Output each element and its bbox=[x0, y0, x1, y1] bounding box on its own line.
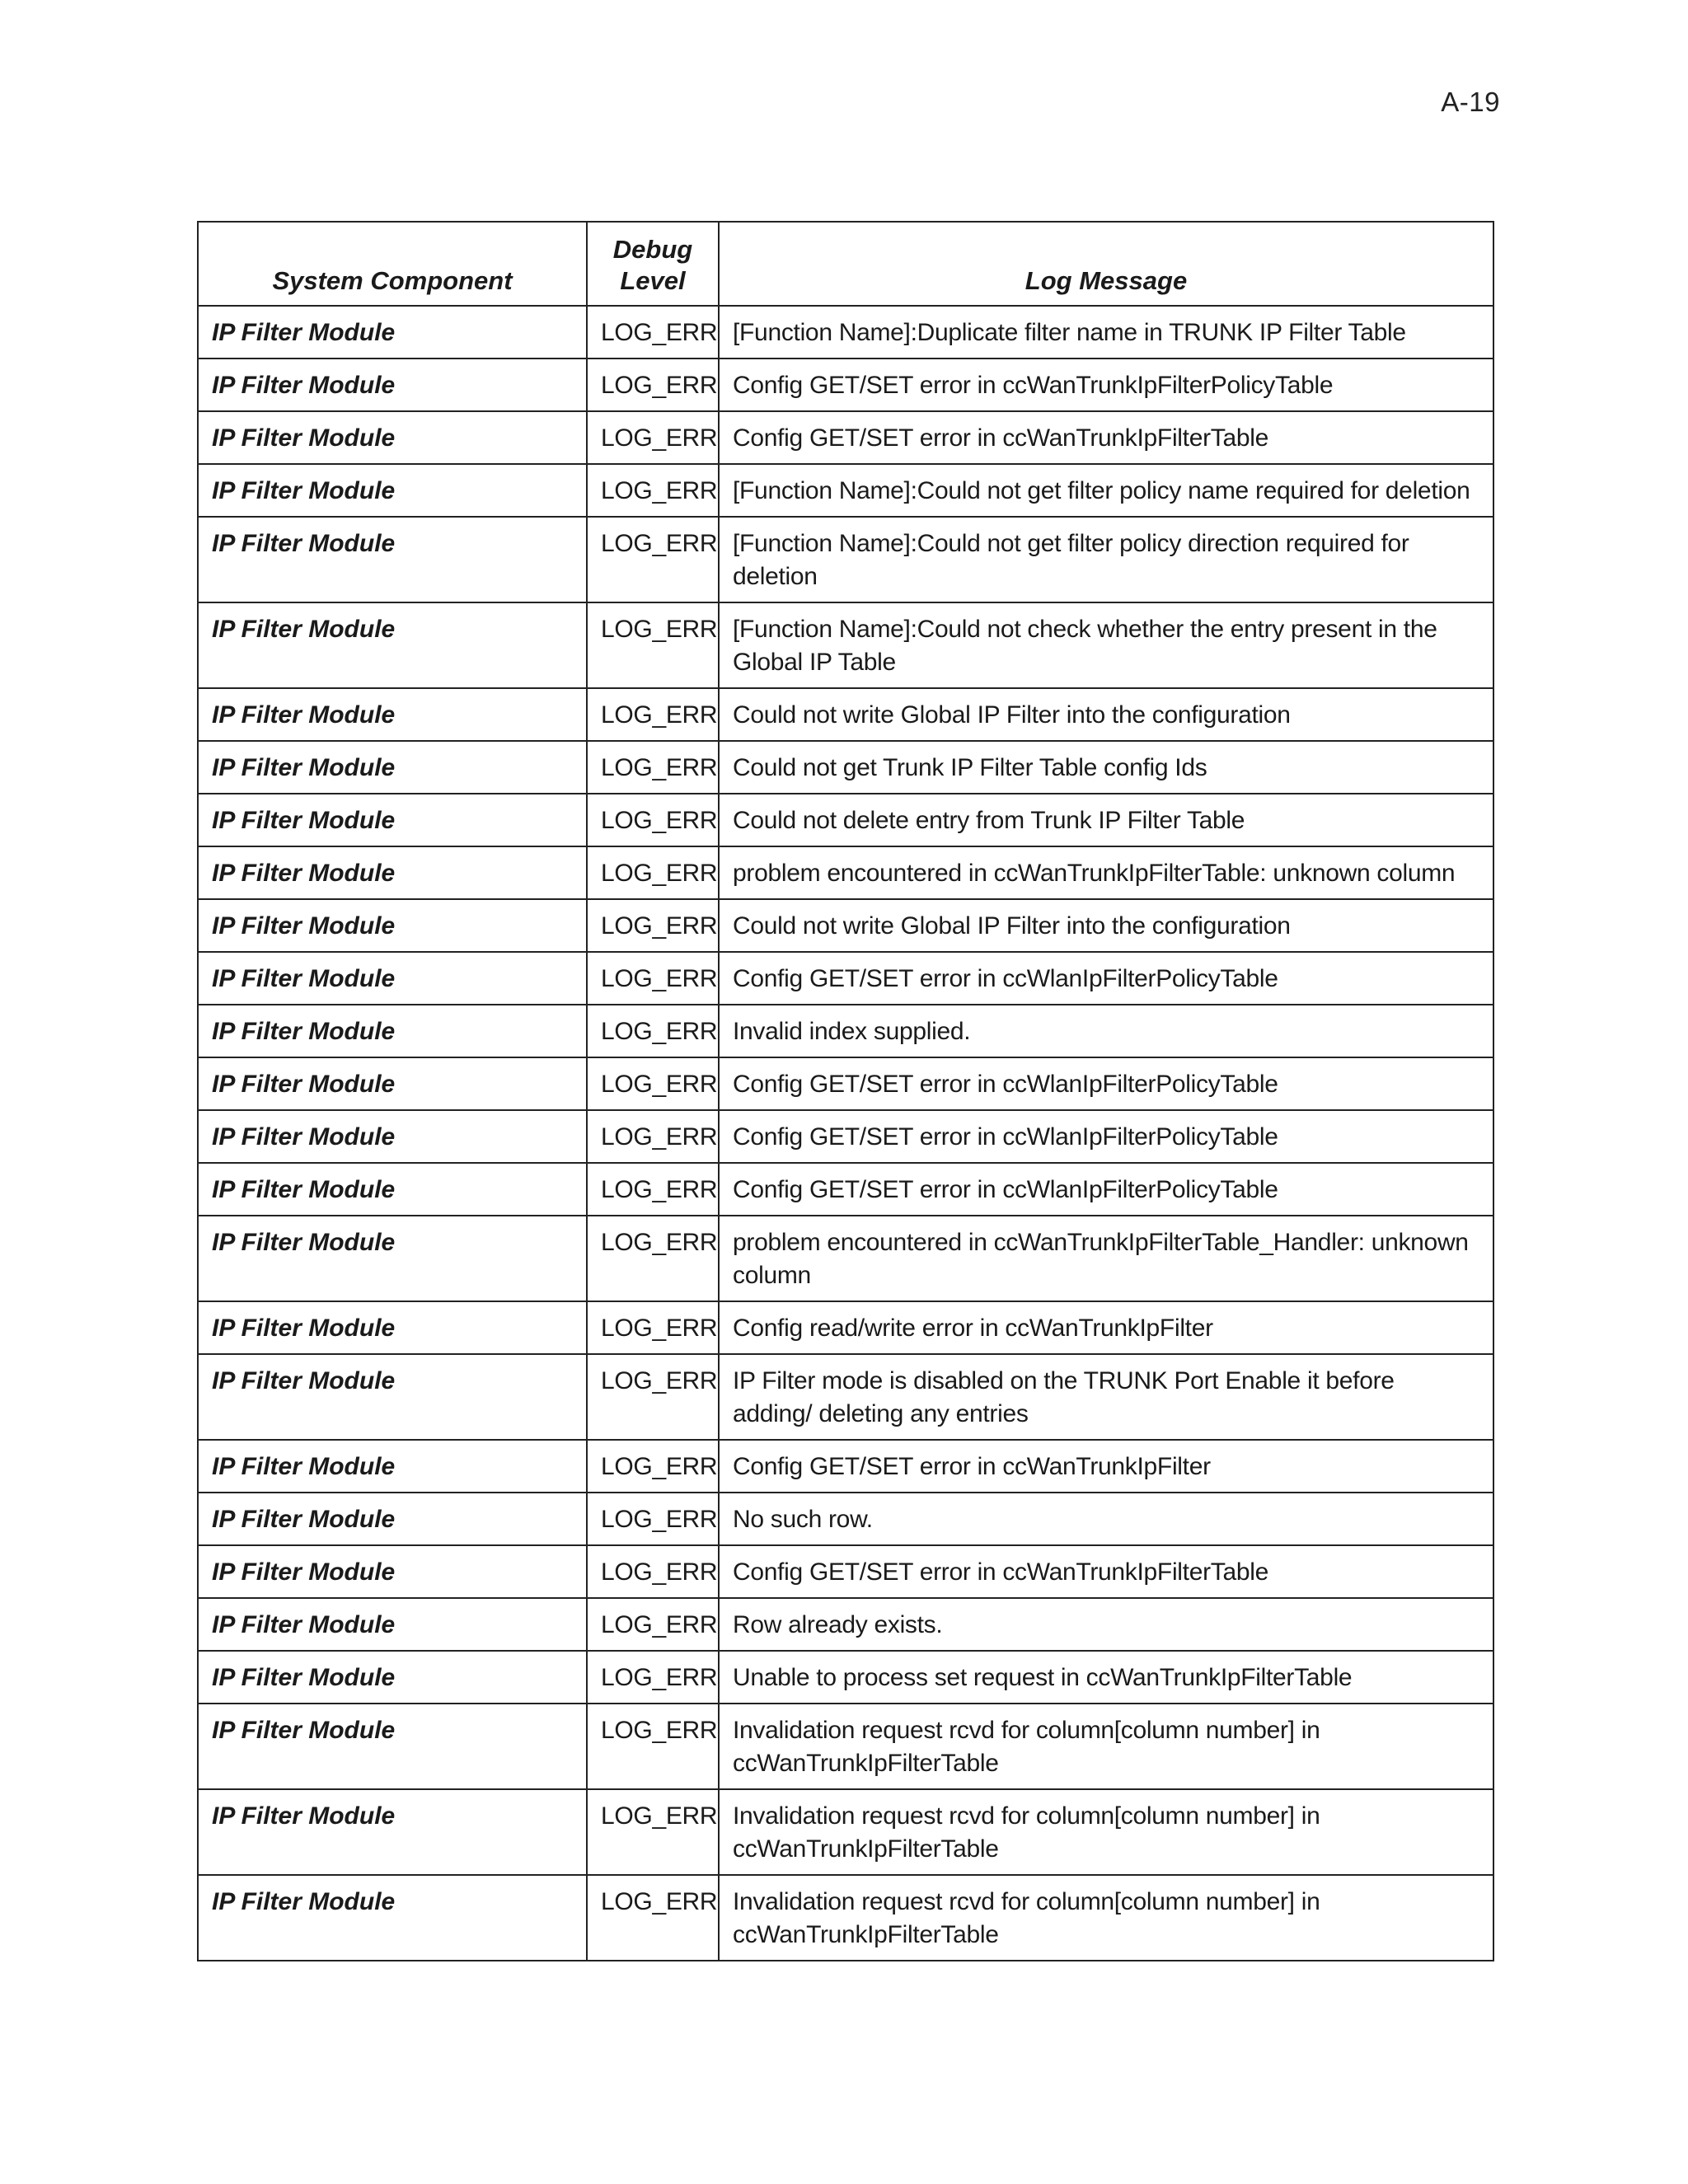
header-row bbox=[198, 222, 1493, 306]
cell-debug-level: LOG_ERR bbox=[587, 1110, 719, 1163]
cell-system-component: IP Filter Module bbox=[198, 517, 587, 602]
cell-log-message: Row already exists. bbox=[719, 1598, 1493, 1651]
cell-system-component: IP Filter Module bbox=[198, 1598, 587, 1651]
cell-debug-level: LOG_ERR bbox=[587, 952, 719, 1005]
cell-system-component: IP Filter Module bbox=[198, 306, 587, 359]
table-row bbox=[198, 1545, 1493, 1598]
cell-log-message: Config GET/SET error in ccWanTrunkIpFilterTable bbox=[719, 1545, 1493, 1598]
cell-system-component: IP Filter Module bbox=[198, 1057, 587, 1110]
cell-log-message: No such row. bbox=[719, 1493, 1493, 1545]
cell-system-component: IP Filter Module bbox=[198, 1163, 587, 1216]
cell-debug-level: LOG_ERR bbox=[587, 1354, 719, 1440]
page-number: A-19 bbox=[1441, 87, 1500, 117]
cell-log-message: Invalidation request rcvd for column[column number] in ccWanTrunkIpFilterTable bbox=[719, 1789, 1493, 1875]
cell-log-message: [Function Name]:Could not get filter policy direction required for deletion bbox=[719, 517, 1493, 602]
table-row bbox=[198, 1057, 1493, 1110]
cell-system-component: IP Filter Module bbox=[198, 1110, 587, 1163]
cell-debug-level: LOG_ERR bbox=[587, 1598, 719, 1651]
header-log-message: Log Message bbox=[719, 222, 1493, 306]
table-row bbox=[198, 1651, 1493, 1704]
cell-debug-level: LOG_ERR bbox=[587, 1216, 719, 1301]
cell-log-message: problem encountered in ccWanTrunkIpFilterTable_Handler: unknown column bbox=[719, 1216, 1493, 1301]
cell-log-message: Could not get Trunk IP Filter Table config Ids bbox=[719, 741, 1493, 794]
table-row bbox=[198, 602, 1493, 688]
cell-log-message: Unable to process set request in ccWanTrunkIpFilterTable bbox=[719, 1651, 1493, 1704]
cell-log-message: [Function Name]:Could not check whether the entry present in the Global IP Table bbox=[719, 602, 1493, 688]
table-row bbox=[198, 952, 1493, 1005]
table-row bbox=[198, 1301, 1493, 1354]
cell-log-message: Config GET/SET error in ccWanTrunkIpFilter bbox=[719, 1440, 1493, 1493]
cell-system-component: IP Filter Module bbox=[198, 1545, 587, 1598]
table-row bbox=[198, 464, 1493, 517]
cell-system-component: IP Filter Module bbox=[198, 1005, 587, 1057]
cell-debug-level: LOG_ERR bbox=[587, 1875, 719, 1961]
cell-log-message: Config read/write error in ccWanTrunkIpFilter bbox=[719, 1301, 1493, 1354]
table-row bbox=[198, 1440, 1493, 1493]
table-row bbox=[198, 1789, 1493, 1875]
cell-log-message: IP Filter mode is disabled on the TRUNK Port Enable it before adding/ deleting any entries bbox=[719, 1354, 1493, 1440]
cell-debug-level: LOG_ERR bbox=[587, 1493, 719, 1545]
cell-log-message: Invalid index supplied. bbox=[719, 1005, 1493, 1057]
table-row bbox=[198, 688, 1493, 741]
table-row bbox=[198, 846, 1493, 899]
cell-system-component: IP Filter Module bbox=[198, 952, 587, 1005]
table-row bbox=[198, 411, 1493, 464]
cell-debug-level: LOG_ERR bbox=[587, 741, 719, 794]
cell-debug-level: LOG_ERR bbox=[587, 1651, 719, 1704]
cell-system-component: IP Filter Module bbox=[198, 1301, 587, 1354]
header-debug-level: Debug Level bbox=[587, 222, 719, 306]
cell-system-component: IP Filter Module bbox=[198, 1493, 587, 1545]
table-header bbox=[198, 222, 1493, 306]
cell-system-component: IP Filter Module bbox=[198, 846, 587, 899]
cell-debug-level: LOG_ERR bbox=[587, 411, 719, 464]
cell-debug-level: LOG_ERR bbox=[587, 359, 719, 411]
table-row bbox=[198, 1216, 1493, 1301]
cell-debug-level: LOG_ERR bbox=[587, 1163, 719, 1216]
cell-system-component: IP Filter Module bbox=[198, 1704, 587, 1789]
table-row bbox=[198, 1110, 1493, 1163]
cell-log-message: Config GET/SET error in ccWanTrunkIpFilterPolicyTable bbox=[719, 359, 1493, 411]
cell-debug-level: LOG_ERR bbox=[587, 306, 719, 359]
cell-log-message: Invalidation request rcvd for column[column number] in ccWanTrunkIpFilterTable bbox=[719, 1704, 1493, 1789]
table-row bbox=[198, 306, 1493, 359]
table-row bbox=[198, 1875, 1493, 1961]
table-body bbox=[198, 306, 1493, 1961]
header-system-component: System Component bbox=[198, 222, 587, 306]
cell-system-component: IP Filter Module bbox=[198, 1651, 587, 1704]
cell-log-message: Could not delete entry from Trunk IP Filter Table bbox=[719, 794, 1493, 846]
cell-log-message: Config GET/SET error in ccWlanIpFilterPolicyTable bbox=[719, 1163, 1493, 1216]
cell-system-component: IP Filter Module bbox=[198, 794, 587, 846]
cell-debug-level: LOG_ERR bbox=[587, 794, 719, 846]
cell-debug-level: LOG_ERR bbox=[587, 846, 719, 899]
cell-log-message: problem encountered in ccWanTrunkIpFilterTable: unknown column bbox=[719, 846, 1493, 899]
table-row bbox=[198, 517, 1493, 602]
cell-debug-level: LOG_ERR bbox=[587, 1789, 719, 1875]
cell-debug-level: LOG_ERR bbox=[587, 899, 719, 952]
table-row bbox=[198, 1354, 1493, 1440]
table-row bbox=[198, 741, 1493, 794]
log-message-table bbox=[197, 221, 1494, 1961]
cell-debug-level: LOG_ERR bbox=[587, 602, 719, 688]
cell-log-message: [Function Name]:Could not get filter policy name required for deletion bbox=[719, 464, 1493, 517]
cell-log-message: Config GET/SET error in ccWlanIpFilterPolicyTable bbox=[719, 952, 1493, 1005]
cell-system-component: IP Filter Module bbox=[198, 1354, 587, 1440]
cell-system-component: IP Filter Module bbox=[198, 899, 587, 952]
table-row bbox=[198, 1163, 1493, 1216]
cell-system-component: IP Filter Module bbox=[198, 602, 587, 688]
table-row bbox=[198, 1493, 1493, 1545]
cell-system-component: IP Filter Module bbox=[198, 1216, 587, 1301]
cell-log-message: Config GET/SET error in ccWlanIpFilterPolicyTable bbox=[719, 1110, 1493, 1163]
cell-debug-level: LOG_ERR bbox=[587, 1301, 719, 1354]
table-row bbox=[198, 1005, 1493, 1057]
cell-system-component: IP Filter Module bbox=[198, 464, 587, 517]
cell-debug-level: LOG_ERR bbox=[587, 1545, 719, 1598]
cell-system-component: IP Filter Module bbox=[198, 1440, 587, 1493]
cell-debug-level: LOG_ERR bbox=[587, 1005, 719, 1057]
table-row bbox=[198, 794, 1493, 846]
table-row bbox=[198, 359, 1493, 411]
cell-log-message: Config GET/SET error in ccWlanIpFilterPolicyTable bbox=[719, 1057, 1493, 1110]
table-row bbox=[198, 1598, 1493, 1651]
cell-log-message: Invalidation request rcvd for column[column number] in ccWanTrunkIpFilterTable bbox=[719, 1875, 1493, 1961]
cell-debug-level: LOG_ERR bbox=[587, 464, 719, 517]
cell-system-component: IP Filter Module bbox=[198, 1789, 587, 1875]
cell-system-component: IP Filter Module bbox=[198, 411, 587, 464]
cell-log-message: Could not write Global IP Filter into the configuration bbox=[719, 899, 1493, 952]
cell-system-component: IP Filter Module bbox=[198, 741, 587, 794]
cell-debug-level: LOG_ERR bbox=[587, 1704, 719, 1789]
cell-system-component: IP Filter Module bbox=[198, 688, 587, 741]
cell-log-message: Could not write Global IP Filter into the configuration bbox=[719, 688, 1493, 741]
cell-debug-level: LOG_ERR bbox=[587, 517, 719, 602]
table-row bbox=[198, 1704, 1493, 1789]
cell-system-component: IP Filter Module bbox=[198, 1875, 587, 1961]
table-row bbox=[198, 899, 1493, 952]
cell-system-component: IP Filter Module bbox=[198, 359, 587, 411]
cell-debug-level: LOG_ERR bbox=[587, 1057, 719, 1110]
cell-debug-level: LOG_ERR bbox=[587, 688, 719, 741]
cell-log-message: [Function Name]:Duplicate filter name in TRUNK IP Filter Table bbox=[719, 306, 1493, 359]
cell-log-message: Config GET/SET error in ccWanTrunkIpFilterTable bbox=[719, 411, 1493, 464]
cell-debug-level: LOG_ERR bbox=[587, 1440, 719, 1493]
